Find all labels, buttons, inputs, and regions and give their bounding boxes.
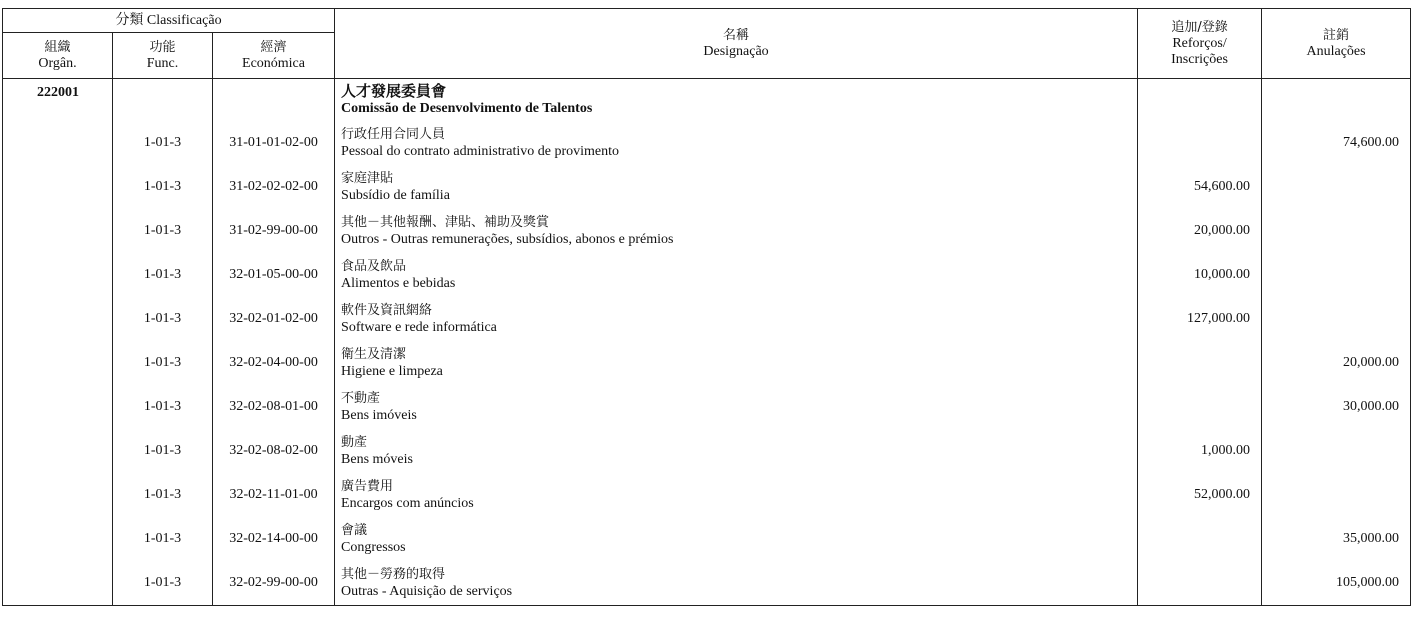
function-code: 1-01-3 — [113, 429, 213, 473]
organ-name-zh: 人才發展委員會 — [341, 81, 447, 100]
reforco-value — [1138, 517, 1262, 561]
organ-econ-cell — [213, 79, 335, 121]
organ-cell — [3, 517, 113, 561]
reforco-value — [1138, 341, 1262, 385]
organ-row — [3, 79, 1411, 121]
organ-ann-cell — [1262, 79, 1411, 121]
designation-pt: Alimentos e bebidas — [341, 275, 456, 291]
designation-cell — [335, 209, 1138, 253]
organ-ref-cell — [1138, 79, 1262, 121]
designation-cell — [335, 517, 1138, 561]
organ-func-cell — [113, 79, 213, 121]
table-row — [3, 517, 1411, 561]
function-code: 1-01-3 — [113, 341, 213, 385]
table-row — [3, 385, 1411, 429]
anulacoes-header-zh: 註銷 — [1323, 27, 1350, 43]
reforcos-header-pt1: Reforços/ — [1172, 35, 1227, 51]
reforcos-header-pt2: Inscrições — [1171, 51, 1228, 67]
table-row — [3, 341, 1411, 385]
reforcos-header — [1138, 9, 1262, 79]
economic-code: 32-01-05-00-00 — [213, 253, 335, 297]
designation-cell — [335, 429, 1138, 473]
anulacao-value — [1262, 253, 1411, 297]
economic-header-zh: 經濟 — [260, 39, 287, 55]
organ-cell — [3, 121, 113, 165]
economic-code: 32-02-08-02-00 — [213, 429, 335, 473]
table-row — [3, 209, 1411, 253]
classification-header: 分類 Classificação — [3, 9, 335, 33]
designation-zh: 行政任用合同人員 — [341, 126, 446, 142]
table-row — [3, 429, 1411, 473]
economic-code: 31-02-02-02-00 — [213, 165, 335, 209]
function-code: 1-01-3 — [113, 209, 213, 253]
anulacao-value: 30,000.00 — [1262, 385, 1411, 429]
reforco-value — [1138, 385, 1262, 429]
function-header-pt: Func. — [146, 55, 179, 71]
designation-pt: Bens móveis — [341, 451, 413, 467]
function-code: 1-01-3 — [113, 473, 213, 517]
reforco-value: 52,000.00 — [1138, 473, 1262, 517]
function-code: 1-01-3 — [113, 517, 213, 561]
organ-header-pt: Orgân. — [38, 55, 77, 71]
designation-cell — [335, 121, 1138, 165]
organ-cell — [3, 341, 113, 385]
designation-cell — [335, 165, 1138, 209]
table-row — [3, 121, 1411, 165]
organ-cell — [3, 165, 113, 209]
economic-code: 31-01-01-02-00 — [213, 121, 335, 165]
designation-zh: 其他－勞務的取得 — [341, 566, 446, 582]
table-row — [3, 165, 1411, 209]
organ-cell — [3, 561, 113, 606]
reforco-value: 127,000.00 — [1138, 297, 1262, 341]
economic-code: 31-02-99-00-00 — [213, 209, 335, 253]
designation-pt: Higiene e limpeza — [341, 363, 443, 379]
function-header — [113, 33, 213, 79]
table-row — [3, 253, 1411, 297]
designation-pt: Subsídio de família — [341, 187, 450, 203]
reforco-value: 10,000.00 — [1138, 253, 1262, 297]
economic-code: 32-02-11-01-00 — [213, 473, 335, 517]
designation-pt: Software e rede informática — [341, 319, 497, 335]
designation-cell — [335, 385, 1138, 429]
table-row — [3, 297, 1411, 341]
economic-code: 32-02-99-00-00 — [213, 561, 335, 606]
designation-cell — [335, 297, 1138, 341]
designation-pt: Outros - Outras remunerações, subsídios, abonos e prémios — [341, 231, 674, 247]
designation-zh: 家庭津貼 — [341, 170, 394, 186]
anulacao-value: 105,000.00 — [1262, 561, 1411, 606]
designation-pt: Encargos com anúncios — [341, 495, 474, 511]
designation-cell — [335, 341, 1138, 385]
economic-header-pt: Económica — [242, 55, 305, 71]
anulacao-value — [1262, 165, 1411, 209]
anulacao-value — [1262, 209, 1411, 253]
designation-zh: 其他－其他報酬、津貼、補助及獎賞 — [341, 214, 550, 230]
reforco-value — [1138, 561, 1262, 606]
economic-code: 32-02-08-01-00 — [213, 385, 335, 429]
economic-header — [213, 33, 335, 79]
reforco-value — [1138, 121, 1262, 165]
organ-cell — [3, 253, 113, 297]
designation-zh: 會議 — [341, 522, 368, 538]
reforco-value: 1,000.00 — [1138, 429, 1262, 473]
designation-cell — [335, 253, 1138, 297]
anulacao-value — [1262, 473, 1411, 517]
table-row — [3, 473, 1411, 517]
designation-cell — [335, 561, 1138, 606]
function-code: 1-01-3 — [113, 297, 213, 341]
designation-pt: Outras - Aquisição de serviços — [341, 583, 513, 599]
organ-cell — [3, 385, 113, 429]
function-header-zh: 功能 — [149, 39, 176, 55]
designation-header — [335, 9, 1138, 79]
organ-cell — [3, 473, 113, 517]
designation-zh: 衛生及清潔 — [341, 346, 407, 362]
anulacao-value: 74,600.00 — [1262, 121, 1411, 165]
designation-pt: Pessoal do contrato administrativo de provimento — [341, 143, 620, 159]
organ-cell — [3, 429, 113, 473]
organ-cell — [3, 297, 113, 341]
function-code: 1-01-3 — [113, 561, 213, 606]
anulacoes-header-pt: Anulações — [1306, 43, 1366, 59]
designation-header-pt: Designação — [703, 43, 769, 59]
function-code: 1-01-3 — [113, 121, 213, 165]
designation-cell — [335, 473, 1138, 517]
designation-header-zh: 名稱 — [723, 27, 750, 43]
designation-pt: Congressos — [341, 539, 406, 555]
economic-code: 32-02-04-00-00 — [213, 341, 335, 385]
organ-code: 222001 — [3, 79, 113, 121]
function-code: 1-01-3 — [113, 165, 213, 209]
reforcos-header-zh: 追加/登錄 — [1171, 19, 1228, 35]
designation-zh: 廣告費用 — [341, 478, 394, 494]
designation-zh: 動產 — [341, 434, 368, 450]
designation-zh: 食品及飲品 — [341, 258, 407, 274]
organ-header-zh: 組織 — [44, 39, 71, 55]
reforco-value: 20,000.00 — [1138, 209, 1262, 253]
economic-code: 32-02-01-02-00 — [213, 297, 335, 341]
organ-cell — [3, 209, 113, 253]
anulacao-value: 20,000.00 — [1262, 341, 1411, 385]
designation-zh: 不動產 — [341, 390, 381, 406]
anulacoes-header — [1262, 9, 1411, 79]
anulacao-value — [1262, 297, 1411, 341]
designation-zh: 軟件及資訊網絡 — [341, 302, 433, 318]
economic-code: 32-02-14-00-00 — [213, 517, 335, 561]
budget-table — [2, 8, 1411, 606]
anulacao-value: 35,000.00 — [1262, 517, 1411, 561]
organ-name-cell — [335, 79, 1138, 121]
function-code: 1-01-3 — [113, 385, 213, 429]
designation-pt: Bens imóveis — [341, 407, 417, 423]
reforco-value: 54,600.00 — [1138, 165, 1262, 209]
organ-header — [3, 33, 113, 79]
anulacao-value — [1262, 429, 1411, 473]
organ-name-pt: Comissão de Desenvolvimento de Talentos — [341, 100, 593, 116]
function-code: 1-01-3 — [113, 253, 213, 297]
table-row — [3, 561, 1411, 606]
